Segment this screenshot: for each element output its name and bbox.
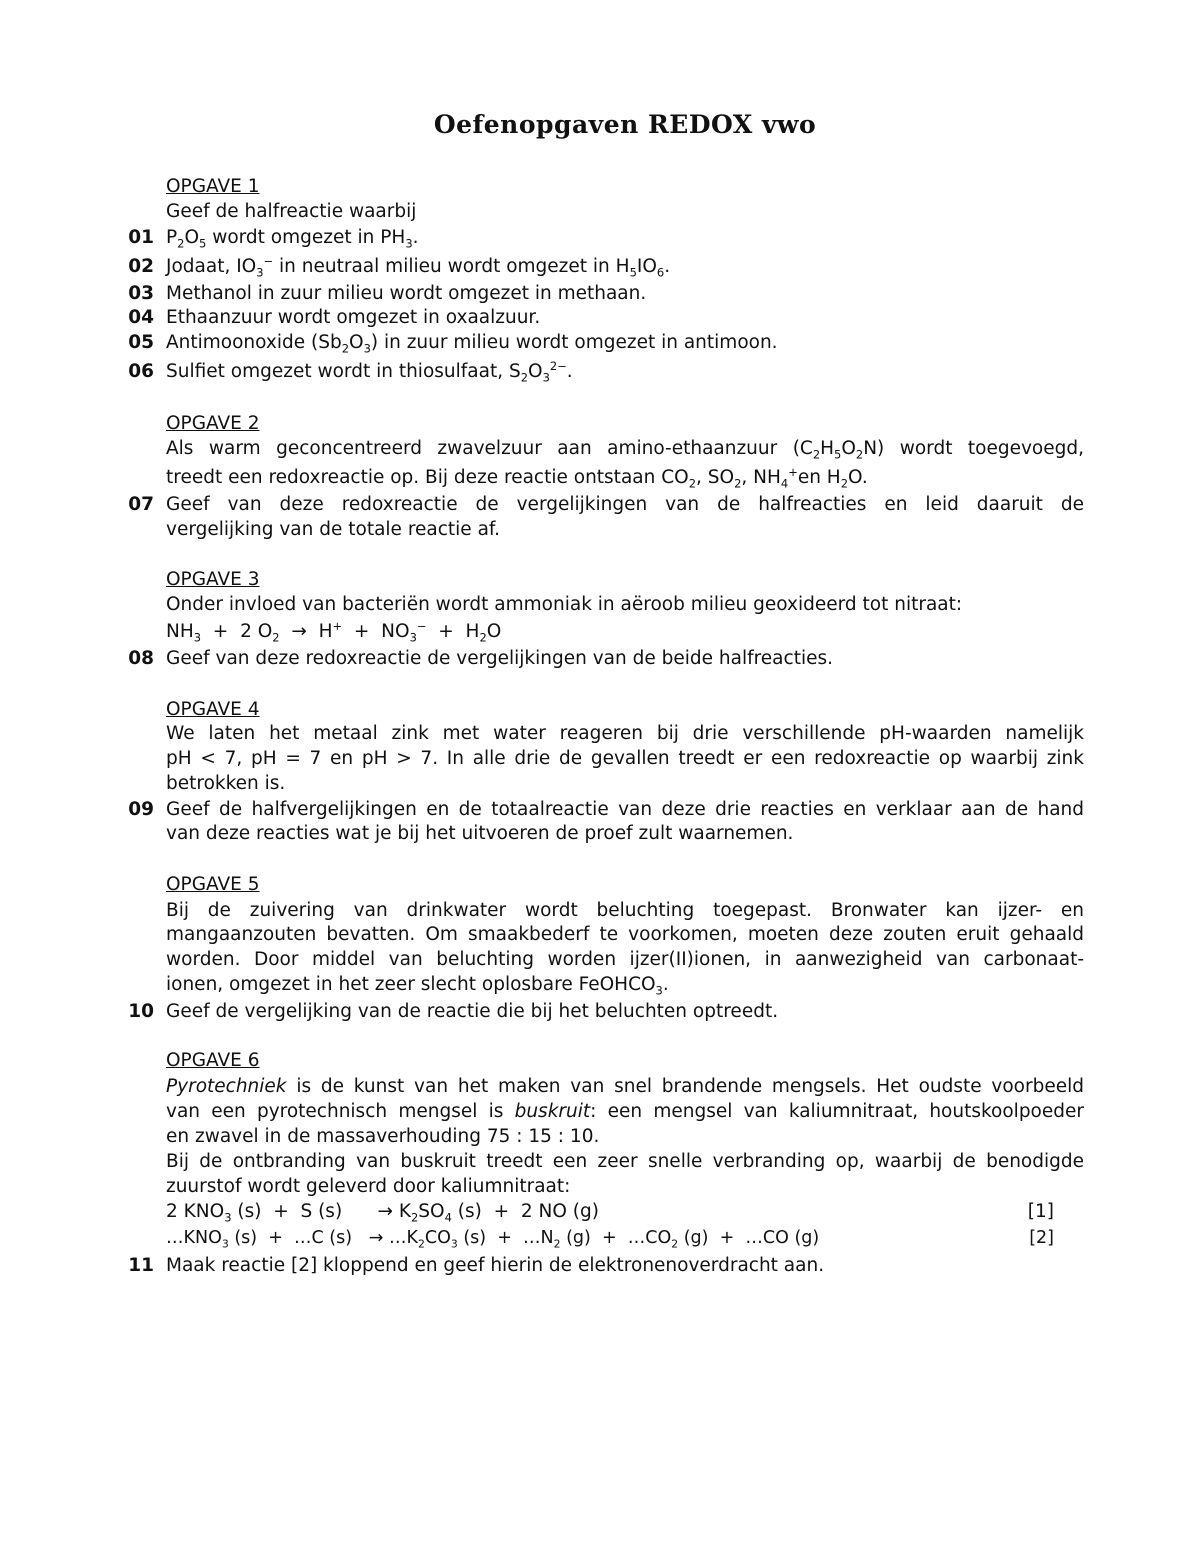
opgave-2-text-line: treedt een redoxreactie op. Bij deze reactie ontstaan $CO_2$, $SO_2$, $NH_4^+en$ $H_2O$.: [166, 464, 868, 491]
question-number: 10: [128, 1001, 154, 1022]
opgave-1-heading: OPGAVE 1: [166, 176, 260, 197]
opgave-5-text-line: ionen, omgezet in het zeer slecht oplosbare FeOHCO$_3$.: [166, 974, 669, 998]
equation-ref-2: [2]: [1029, 1228, 1054, 1248]
opgave-3-intro: Onder invloed van bacteriën wordt ammoniak in aëroob milieu geoxideerd tot nitraat:: [166, 594, 963, 615]
question-number: 06: [128, 361, 154, 382]
question-number: 03: [128, 283, 154, 304]
question-02: Jodaat, $IO_3^-$ in neutraal milieu wordt omgezet in $H_5IO_6$.: [166, 253, 671, 280]
question-number: 04: [128, 307, 154, 328]
question-08: Geef van deze redoxreactie de vergelijkingen van de beide halfreacties.: [166, 648, 833, 669]
opgave-6-text-line: van een pyrotechnisch mengsel is buskruit: een mengsel van kaliumnitraat, houtskoolpoeder: [166, 1101, 1084, 1122]
question-10: Geef de vergelijking van de reactie die bij het beluchten optreedt.: [166, 1001, 779, 1022]
equation-ref-1: [1]: [1027, 1201, 1054, 1222]
opgave-4-heading: OPGAVE 4: [166, 699, 260, 720]
question-number: 01: [128, 227, 154, 248]
opgave-2-heading: OPGAVE 2: [166, 413, 260, 434]
question-01: $P_2O_5$ wordt omgezet in $PH_3$.: [166, 227, 419, 251]
question-09-line: van deze reacties wat je bij het uitvoeren de proef zult waarnemen.: [166, 823, 794, 844]
page-title: Oefenopgaven REDOX vwo: [433, 110, 817, 139]
question-07-line: vergelijking van de totale reactie af.: [166, 519, 500, 540]
opgave-4-text-line: pH < 7, pH = 7 en pH > 7. In alle drie de gevallen treedt er een redoxreactie op waarbij zink: [166, 748, 1084, 769]
reaction-equation-2: $\dots KNO_3$ (s) + …C $(s) \to \dots K_2CO_3$ $(s) + \dots N_2$ $(g) + \dots CO_2$ (g) + …CO (g) [2]: [166, 1228, 1054, 1251]
question-09-line: Geef de halfvergelijkingen en de totaalreactie van deze drie reacties en verklaar aan de hand: [166, 799, 1084, 820]
opgave-2-text-line: Als warm geconcentreerd zwavelzuur aan amino-ethaanzuur $(C_2H_5O_2N)$ wordt toegevoegd,: [166, 438, 1084, 462]
opgave-5-text-line: mangaanzouten bevatten. Om smaakbederf te voorkomen, moeten deze zouten eruit gehaald: [166, 924, 1084, 945]
question-06: Sulfiet omgezet wordt in thiosulfaat, $S_2O_3^{2-}$.: [166, 358, 573, 385]
opgave-6-text-line: Pyrotechniek is de kunst van het maken van snel brandende mengsels. Het oudste voorbeeld: [166, 1076, 1084, 1097]
opgave-5-heading: OPGAVE 5: [166, 874, 260, 895]
question-number: 09: [128, 799, 154, 820]
opgave-1-intro: Geef de halfreactie waarbij: [166, 201, 417, 222]
question-number: 11: [128, 1255, 154, 1276]
opgave-4-text-line: betrokken is.: [166, 773, 286, 794]
question-11: Maak reactie [2] kloppend en geef hierin de elektronenoverdracht aan.: [166, 1255, 825, 1276]
opgave-5-text-line: Bij de zuivering van drinkwater wordt beluchting toegepast. Bronwater kan ijzer- en: [166, 900, 1084, 921]
opgave-6-text-line: zuurstof wordt geleverd door kaliumnitraat:: [166, 1176, 571, 1197]
reaction-equation-1: 2 $KNO_3$ (s) + S (s) → $K_2SO_4$ (s) + 2 NO (g) [1]: [166, 1201, 1054, 1225]
opgave-6-text-line: en zwavel in de massaverhouding 75 : 15 : 10.: [166, 1126, 600, 1147]
opgave-6-text-line: Bij de ontbranding van buskruit treedt een zeer snelle verbranding op, waarbij de benodigde: [166, 1151, 1084, 1172]
question-03: Methanol in zuur milieu wordt omgezet in methaan.: [166, 283, 647, 304]
question-number: 05: [128, 332, 154, 353]
question-07-line: Geef van deze redoxreactie de vergelijkingen van de halfreacties en leid daaruit de: [166, 494, 1084, 515]
question-04: Ethaanzuur wordt omgezet in oxaalzuur.: [166, 307, 541, 328]
question-number: 02: [128, 256, 154, 277]
question-number: 07: [128, 494, 154, 515]
opgave-6-heading: OPGAVE 6: [166, 1050, 260, 1071]
opgave-3-equation: $NH_3 + 2$ $O_2 \to H^+ + NO_3^- + H_2O$: [166, 618, 502, 645]
opgave-4-text-line: We laten het metaal zink met water reageren bij drie verschillende pH-waarden namelijk: [166, 723, 1084, 744]
opgave-3-heading: OPGAVE 3: [166, 569, 260, 590]
question-number: 08: [128, 648, 154, 669]
opgave-5-text-line: worden. Door middel van beluchting worden ijzer(II)ionen, in aanwezigheid van carbonaat-: [166, 949, 1084, 970]
question-05: Antimoonoxide $(Sb_2O_3)$ in zuur milieu wordt omgezet in antimoon.: [166, 332, 778, 356]
